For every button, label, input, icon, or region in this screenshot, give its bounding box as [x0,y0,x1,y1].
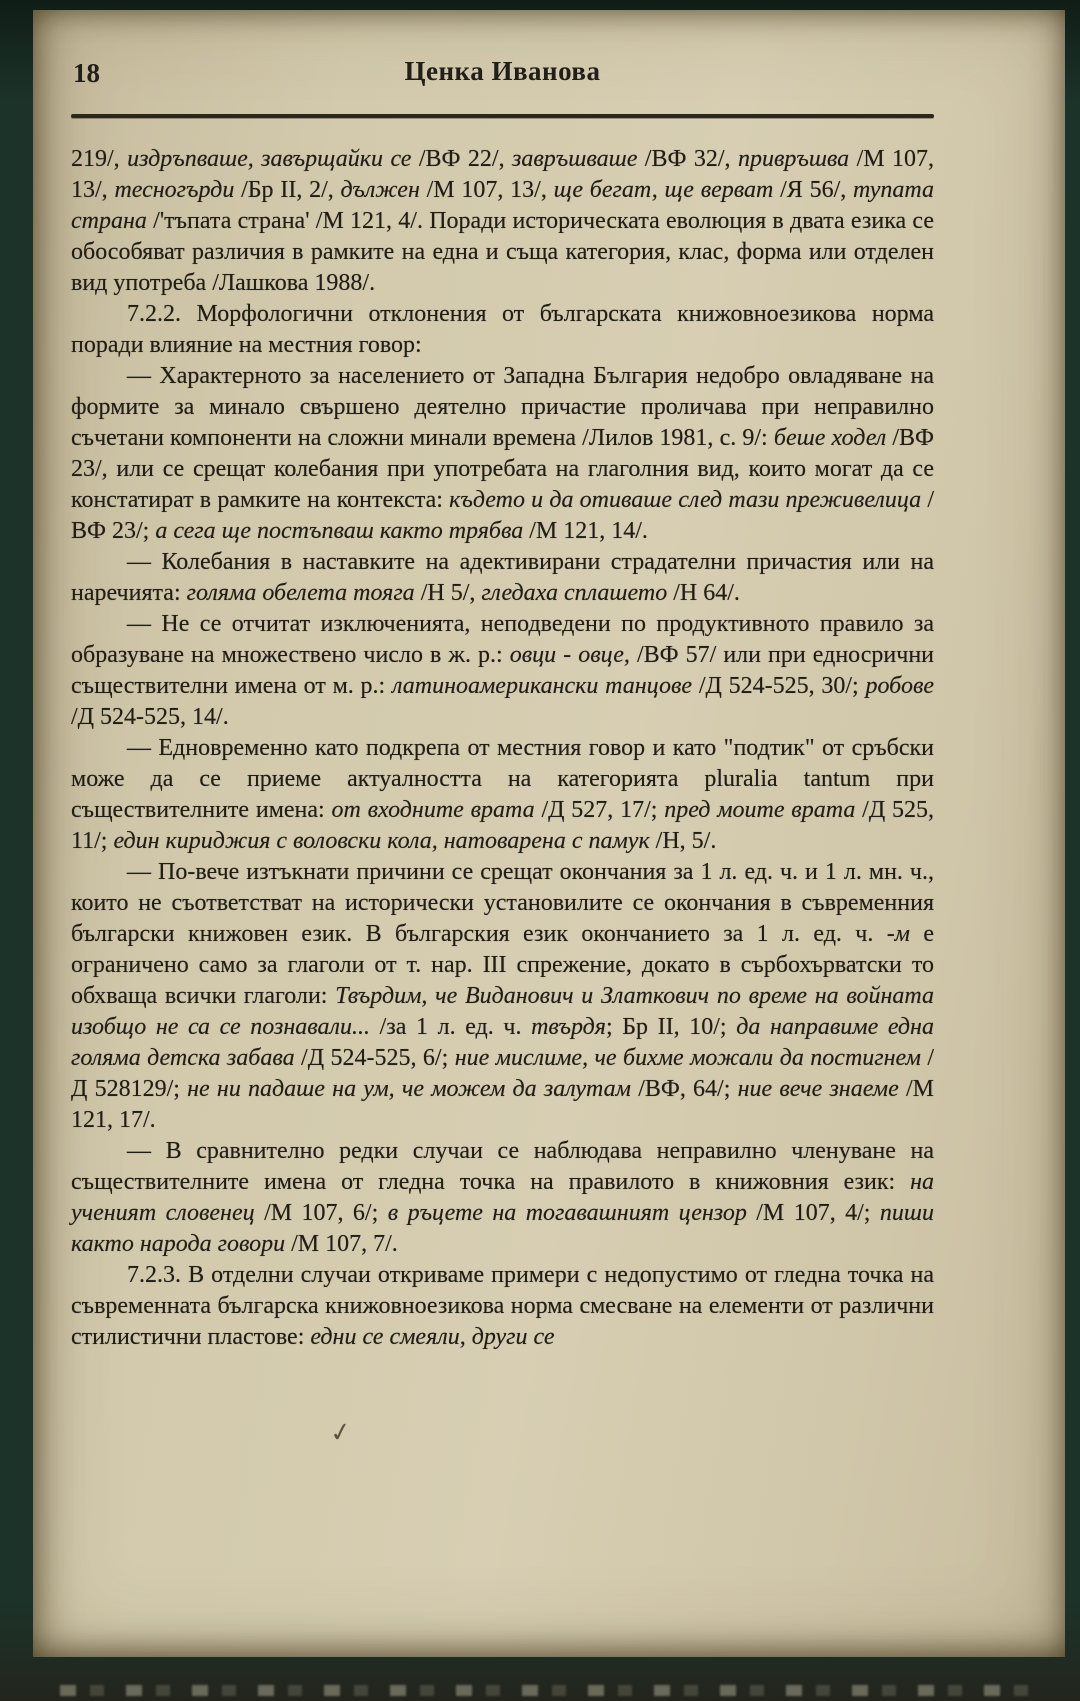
text-run-italic: не ни падаше на ум, че можем да залутам [187,1076,639,1102]
text-run: /М 121, 17/. [71,1076,934,1133]
text-run-italic: привръшва [737,146,857,172]
page-content [33,10,1065,1657]
text-run-italic: ще бегат, ще верват [553,177,781,203]
paragraph [71,1260,934,1353]
text-run: /Н, 5/. [655,828,717,854]
text-run: /М 107, 7/. [291,1231,398,1257]
text-run: /Д 524-525, 30/; [698,673,866,699]
text-run: — Характерното за населението от Западна България недобро овладяване на формите за минало свършено деятелно причастие проличава при неправилно съчетани компоненти на сложни минали времена /Лилов 1981, с. 9/: [71,363,934,451]
text-run: е ограничено само за глаголи от т. нар. III спрежение, докато в сърбохърватски то обхваща всички глаголи: [71,921,935,1009]
text-run: /Д 528129/; [71,1045,935,1102]
text-run-italic: тесногърди [114,177,242,203]
text-run: 219/, [71,146,128,172]
page-header [71,56,934,96]
scan-bottom-edge-texture [60,1685,1030,1696]
text-run: /ВФ, 64/; [638,1076,738,1102]
text-run-italic: където и да отиваше след тази преживелица [449,487,928,513]
paragraph [71,299,934,361]
text-run: — Не се отчитат изключенията, неподведени по продуктивното правило за образуване на множествено число в ж. р.: [71,611,934,668]
text-run: /за 1 л. ед. ч. [379,1014,532,1040]
text-run: /М 121, 14/. [529,518,648,544]
text-run-italic: ние мислиме, че бихме можали да постигнем [454,1045,928,1071]
text-run: — В сравнително редки случаи се наблюдава неправилно членуване на съществителните имена от гледна точка на правилото в книжовния език: [71,1138,934,1195]
paragraph [71,733,934,857]
text-run-italic: -м [886,921,924,947]
text-run: 7.2.2. Морфологични отклонения от българската книжовноезикова норма поради влияние на местния говор: [71,301,934,358]
text-run-italic: завръшваше [512,146,645,172]
book-page [33,10,1065,1657]
text-run: /Н 5/, [420,580,482,606]
text-run-italic: дължен [340,177,427,203]
text-run: /Д 525, 11/; [71,797,934,854]
text-run-italic: овци - овце, [509,642,637,668]
text-run: /М 107, 13/, [426,177,554,203]
paragraph [71,144,934,299]
text-run: /Бр II, 2/, [241,177,341,203]
text-run: — Едновременно като подкрепа от местния говор и като "подтик" от сръбски може да се приеме актуалността на категорията pluralia tantum при съществителните имена: [71,735,934,823]
text-run: /ВФ 23/, или се срещат колебания при употребата на глаголния вид, които могат да се констатират в рамките на контекста: [71,425,935,513]
text-run-italic: на ученият словенец [71,1169,934,1226]
paragraph [71,1136,934,1260]
text-run-italic: голяма обелета тояга [186,580,421,606]
handwritten-checkmark: ✓ [327,1416,355,1449]
text-run-italic: пиши както народа говори [71,1200,935,1257]
text-run: /М 107, 13/, [71,146,935,203]
text-run-italic: латиноамерикански танцове [391,673,699,699]
text-run: /ВФ 23/; [71,487,935,544]
text-run-italic: тупата страна [71,177,935,234]
text-run: /Н 64/. [673,580,740,606]
text-run: ; Бр II, 10/; [605,1014,737,1040]
text-run: /ВФ 57/ или при едносрични съществителни имена от м. р.: [71,642,935,699]
text-run-italic: издръпваше, завърщайки се [127,146,419,172]
paragraph [71,547,934,609]
text-run-italic: в ръцете на тогавашният цензор [387,1200,757,1226]
text-run: — Колебания в наставките на адективирани страдателни причастия или на наречията: [71,549,934,606]
running-title-author: Ценка Иванова [404,56,601,86]
text-run-italic: беше ходел [773,425,893,451]
text-run: /ВФ 32/, [644,146,738,172]
text-run-italic: едни се смеяли, други се [310,1324,555,1350]
paragraph [71,361,934,547]
text-run-italic: робове [865,673,935,699]
text-run-italic: гледаха сплашето [481,580,674,606]
text-run: — По-вече изтъкнати причини се срещат окончания за 1 л. ед. ч. и 1 л. мн. ч., които не съответстват на исторически установилите се окончания в съвременния български книжовен език. В българския език окончанието за 1 л. ед. ч. [71,859,934,947]
text-run-italic: ние вече знаеме [737,1076,906,1102]
text-run-italic: да направиме една голяма детска забава [71,1014,934,1071]
text-run: 7.2.3. В отделни случаи откриваме примери с недопустимо от гледна точка на съвременната българска книжовноезикова норма смесване на елементи от различни стилистични пластове: [71,1262,934,1350]
text-run: /Д 527, 17/; [541,797,665,823]
text-run-italic: Твърдим, че Виданович и Златкович по време на войната изобщо не са се познавали... [71,983,935,1040]
text-run: /'тъпата страна' /М 121, 4/. Поради историческата еволюция в двата езика се обособяват различия в рамките на една и съща категория, клас, форма или отделен вид употреба /Лашкова 1988/. [71,208,935,296]
text-run: /М 107, 4/; [756,1200,880,1226]
text-run: /Д 524-525, 6/; [301,1045,455,1071]
text-run-italic: пред моите врата [664,797,863,823]
text-run-italic: един кириджия с воловски кола, натоварена с памук [113,828,656,854]
text-run-italic: от входните врата [331,797,542,823]
text-run: /М 107, 6/; [264,1200,388,1226]
text-run: /Д 524-525, 14/. [71,704,229,730]
page-body [71,144,934,1353]
text-run: /Я 56/, [780,177,854,203]
page-number: 18 [73,58,100,88]
text-run-italic: твърдя [531,1014,606,1040]
text-run: /ВФ 22/, [418,146,512,172]
header-rule [71,114,934,118]
text-run-italic: а сега ще постъпваш както трябва [155,518,530,544]
paragraph [71,609,934,733]
paragraph [71,857,934,1136]
